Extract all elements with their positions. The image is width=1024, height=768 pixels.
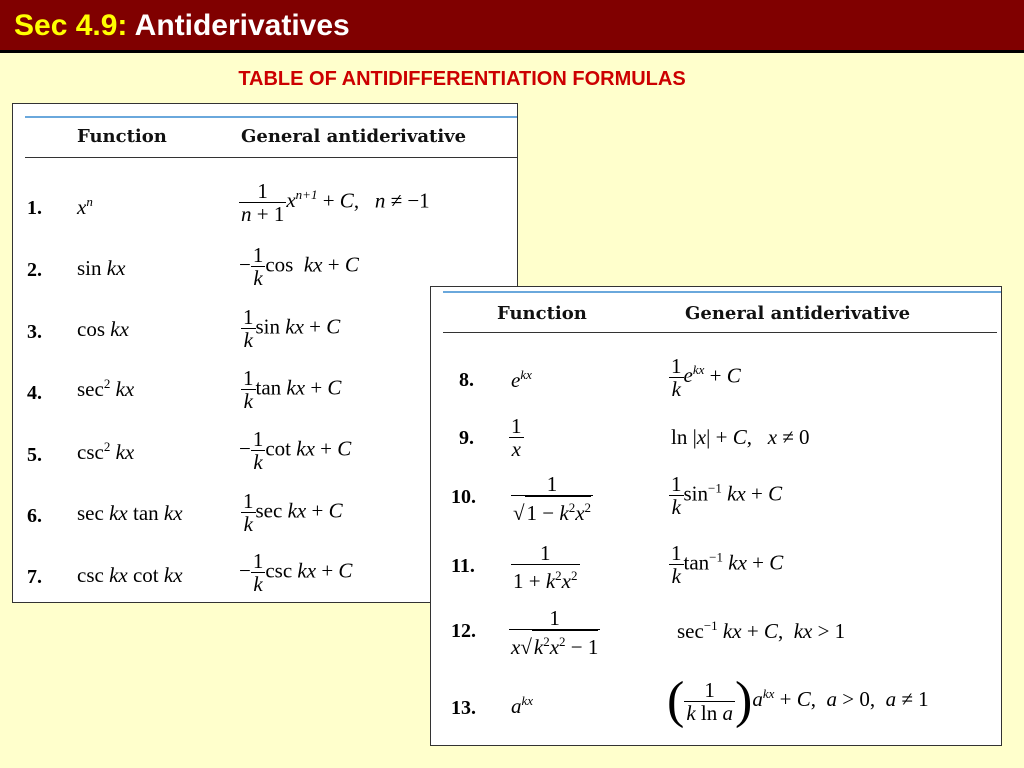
row-number: 11. [451,555,475,577]
function-cell: cos kx [77,317,129,341]
function-cell: sin kx [77,256,126,280]
antiderivative-cell: $\frac{1}{k}$ sin kx + C [243,305,341,352]
antiderivative-cell: $\frac{1}{k}$ $e^{kx} + C$ [671,354,741,401]
function-cell: $e^{kx}$ [511,367,532,392]
antiderivative-cell: $\frac{1}{k}$ tan kx + C [243,366,342,413]
function-cell: csc kx cot kx [77,563,183,587]
row-number: 6. [27,505,42,527]
antiderivative-cell: $\frac{1}{n + 1}$ $x^{n+1} + C$, n ≠ −1 [241,179,430,226]
column-header-function: Function [77,126,167,147]
antiderivative-cell: $\frac{1}{k}$ $\sin^{-1}$ kx + C [671,472,783,519]
antiderivative-cell: $\sec^{-1}$ kx + C, kx > 1 [677,618,846,643]
function-cell: $\csc^2$ kx [77,439,135,464]
function-cell: $\frac{1}{√1 - k^2x^2}$ [513,472,592,525]
antiderivative-cell: − $\frac{1}{k}$ cot kx + C [239,427,352,474]
row-number: 1. [27,197,42,219]
title-bar [0,0,1024,53]
function-cell: $\frac{1}{x}$ [511,414,522,461]
header-rule [443,332,997,333]
column-header-antiderivative: General antiderivative [241,126,467,147]
row-number: 10. [451,486,476,508]
table-caption: TABLE OF ANTIDIFFERENTIATION FORMULAS [238,68,686,90]
slide-title [14,9,350,43]
antiderivative-cell: ln |x| + C, x ≠ 0 [671,425,810,449]
row-number: 13. [451,697,476,719]
function-cell: $a^{kx}$ [511,693,534,718]
row-number: 8. [459,369,474,391]
row-number: 7. [27,566,42,588]
row-number: 12. [451,620,476,642]
function-cell: $\sec^2$ kx [77,376,135,401]
row-number: 5. [27,444,42,466]
section-number: Sec 4.9: [14,9,128,42]
column-header-function: Function [497,303,587,324]
row-number: 3. [27,321,42,343]
row-number: 2. [27,259,42,281]
table-top-rule [25,116,517,118]
antiderivative-cell: − $\frac{1}{k}$ csc kx + C [239,549,353,596]
column-header-antiderivative: General antiderivative [685,303,911,324]
function-cell: $\frac{1}{x√k^2x^2 - 1}$ [511,606,599,659]
function-cell: $\frac{1}{1 + k^2x^2}$ [513,541,578,593]
function-cell: $x^n$ [77,194,93,219]
header-rule [25,157,517,158]
function-cell: sec kx tan kx [77,501,183,525]
table-top-rule [443,291,1001,293]
formula-table-2 [430,286,1002,746]
row-number: 4. [27,382,42,404]
antiderivative-cell: $\frac{1}{k}$ $\tan^{-1}$ kx + C [671,541,784,588]
antiderivative-cell: ( $\frac{1}{\text{k ln a}}$ )$a^{kx} + C$, a > 0, a ≠ 1 [667,672,929,729]
antiderivative-cell: $\frac{1}{k}$ sec kx + C [243,489,343,536]
row-number: 9. [459,427,474,449]
antiderivative-cell: − $\frac{1}{k}$ cos kx + C [239,243,359,290]
title-text: Antiderivatives [134,9,350,42]
